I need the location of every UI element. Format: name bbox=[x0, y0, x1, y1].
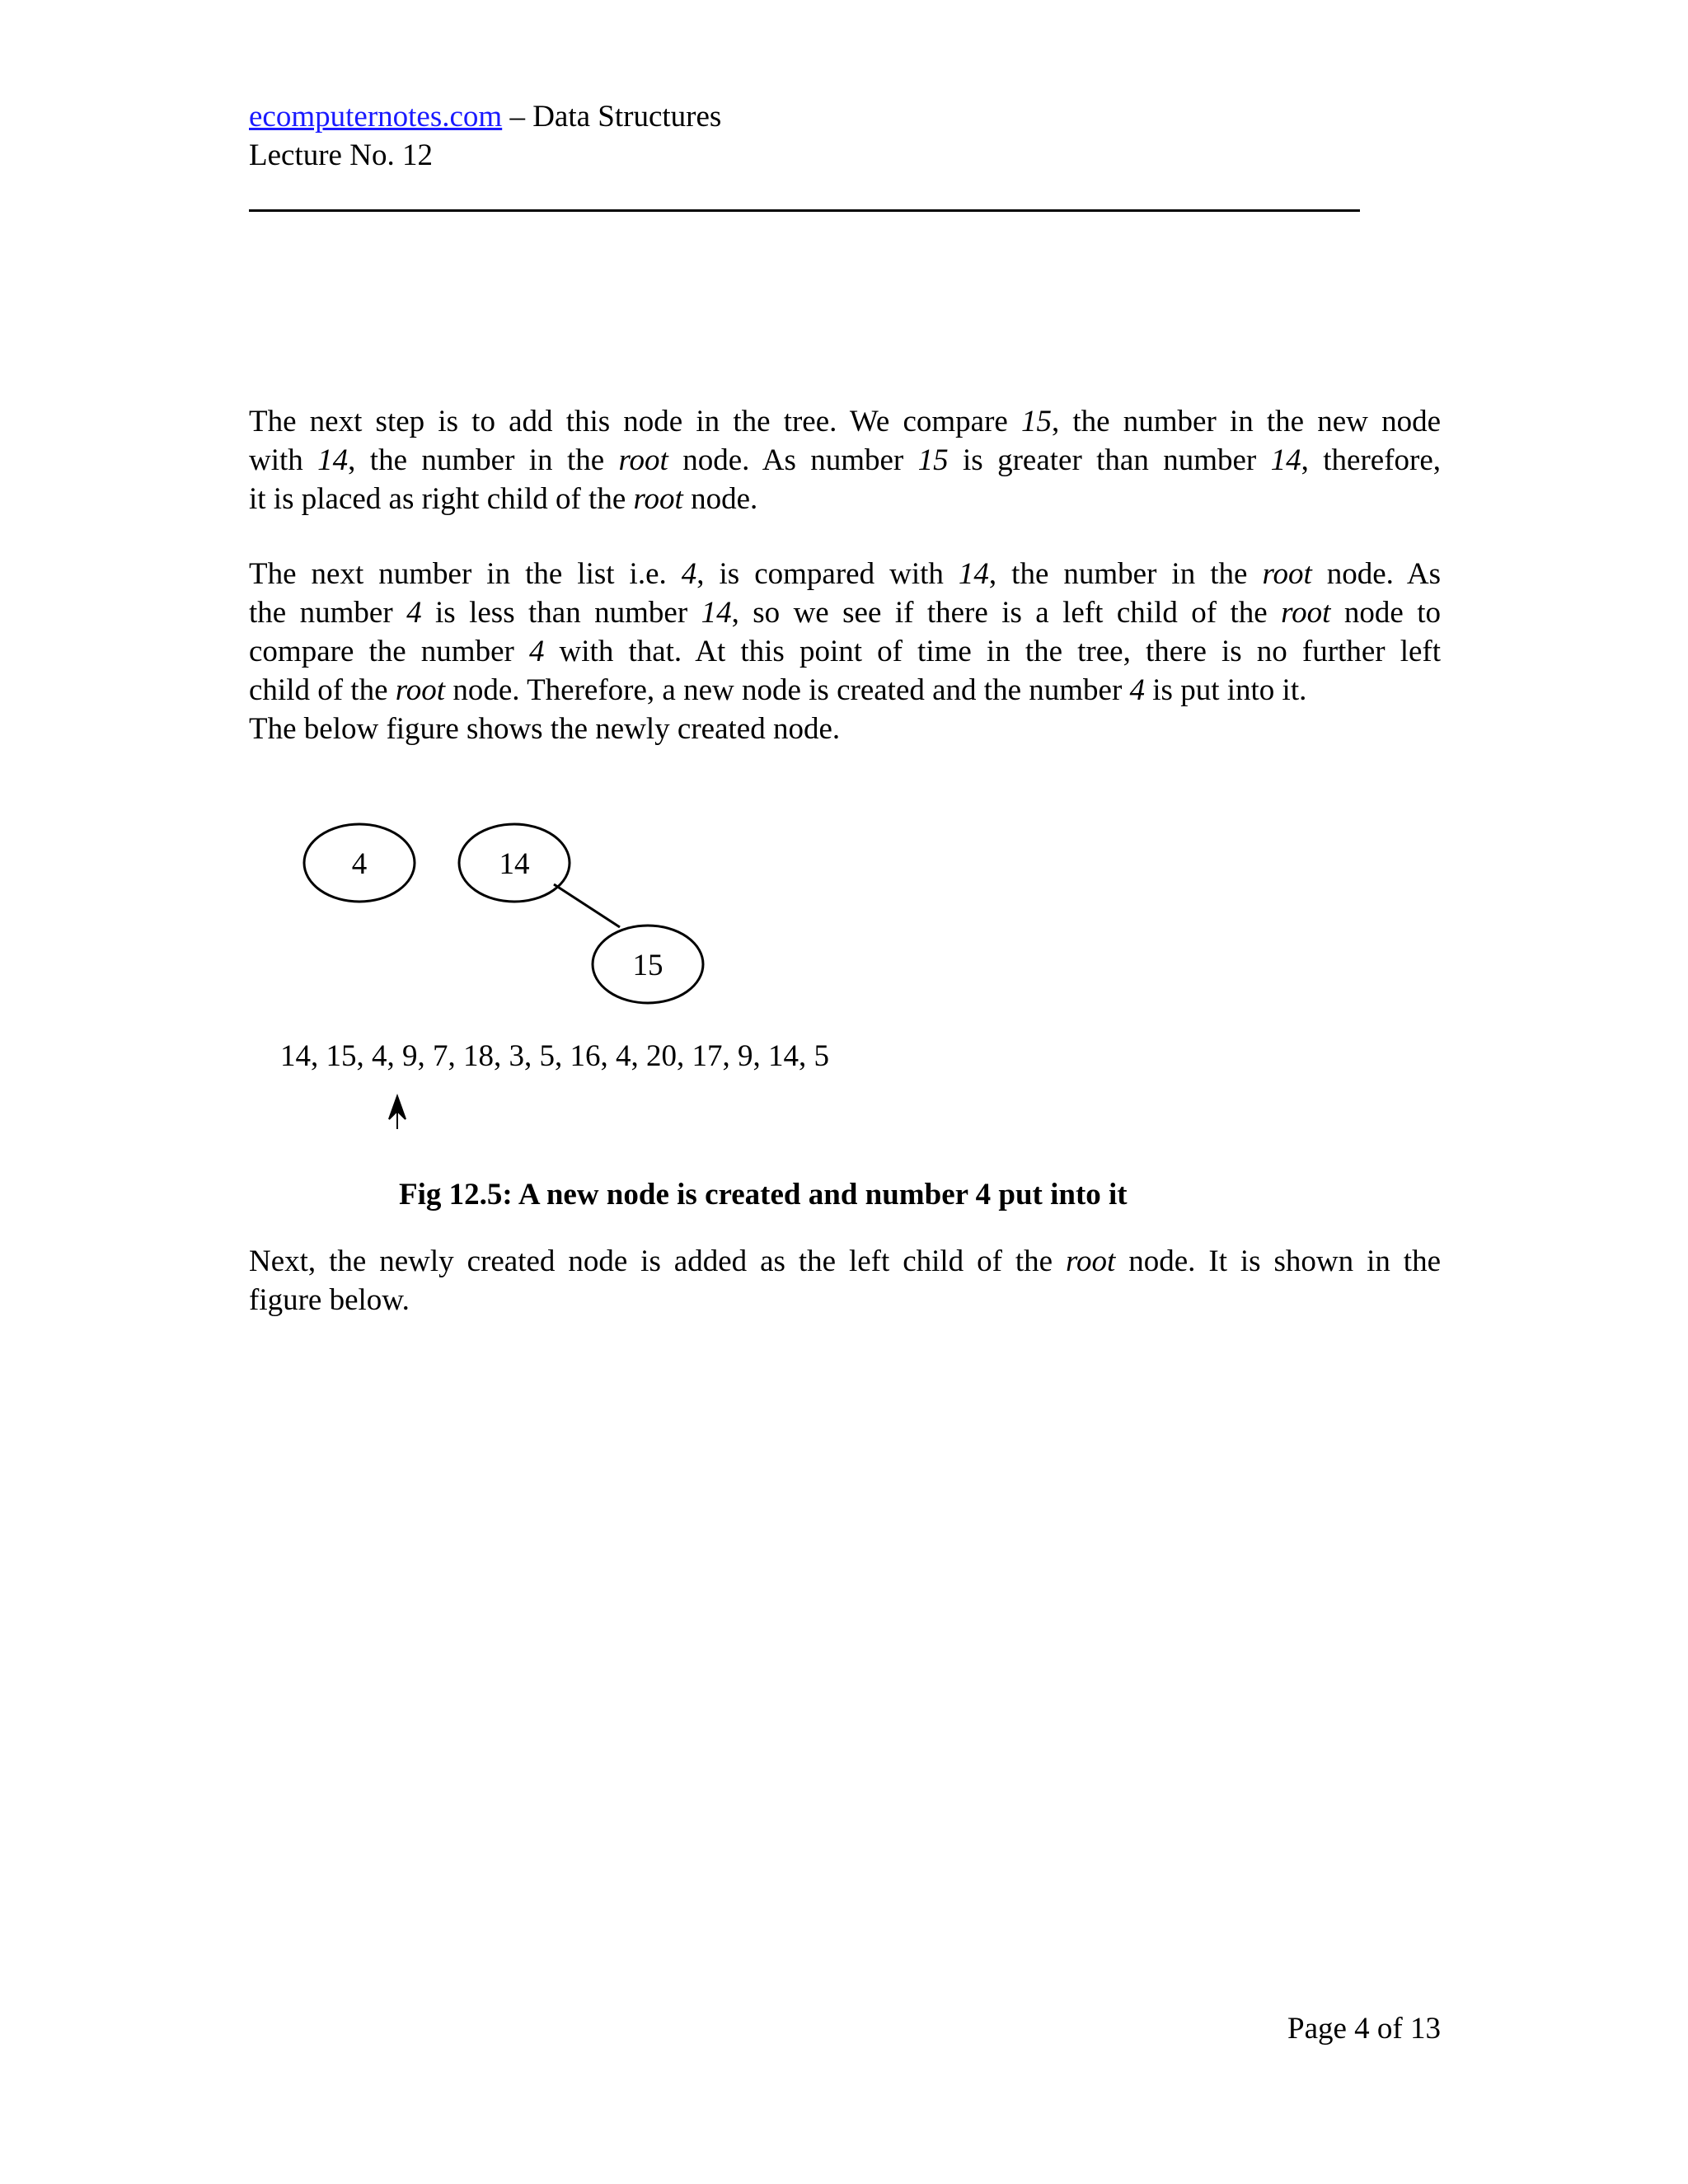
node-label: 15 bbox=[632, 949, 663, 982]
paragraph-line: it is placed as right child of the root node. bbox=[249, 482, 758, 516]
paragraph-line: The next number in the list i.e. 4, is compared with 14, the number in the root node. As bbox=[249, 557, 1442, 591]
node-label: 14 bbox=[499, 847, 530, 881]
lecture-number: Lecture No. 12 bbox=[249, 138, 433, 172]
site-link[interactable]: ecomputernotes.com bbox=[249, 100, 503, 134]
paragraph-line: figure below. bbox=[249, 1283, 410, 1317]
page-number: Page 4 of 13 bbox=[1287, 2012, 1441, 2046]
paragraph-line: compare the number 4 with that. At this point of time in the tree, there is no further left bbox=[249, 635, 1441, 668]
paragraph-line: child of the root node. Therefore, a new node is created and the number 4 is put into it. bbox=[249, 673, 1307, 707]
header-title: – Data Structures bbox=[502, 100, 722, 134]
number-sequence: 14, 15, 4, 9, 7, 18, 3, 5, 16, 4, 20, 17, 9, 14, 5 bbox=[280, 1039, 829, 1073]
paragraph-line: the number 4 is less than number 14, so we see if there is a left child of the root node to bbox=[249, 596, 1441, 630]
paragraph-line: Next, the newly created node is added as the left child of the root node. It is shown in the bbox=[249, 1244, 1441, 1278]
tree-edge bbox=[554, 884, 620, 927]
paragraph-line: with 14, the number in the root node. As number 15 is greater than number 14, therefore, bbox=[249, 443, 1442, 477]
node-label: 4 bbox=[351, 847, 368, 881]
paragraph-line: The next step is to add this node in the tree. We compare 15, the number in the new node bbox=[249, 405, 1441, 438]
figure-caption: Fig 12.5: A new node is created and number 4 put into it bbox=[399, 1178, 1128, 1212]
paragraph-3 bbox=[249, 1242, 1441, 1319]
pointer-arrow-icon bbox=[389, 1096, 406, 1129]
paragraph-line: The below figure shows the newly created node. bbox=[249, 712, 841, 746]
